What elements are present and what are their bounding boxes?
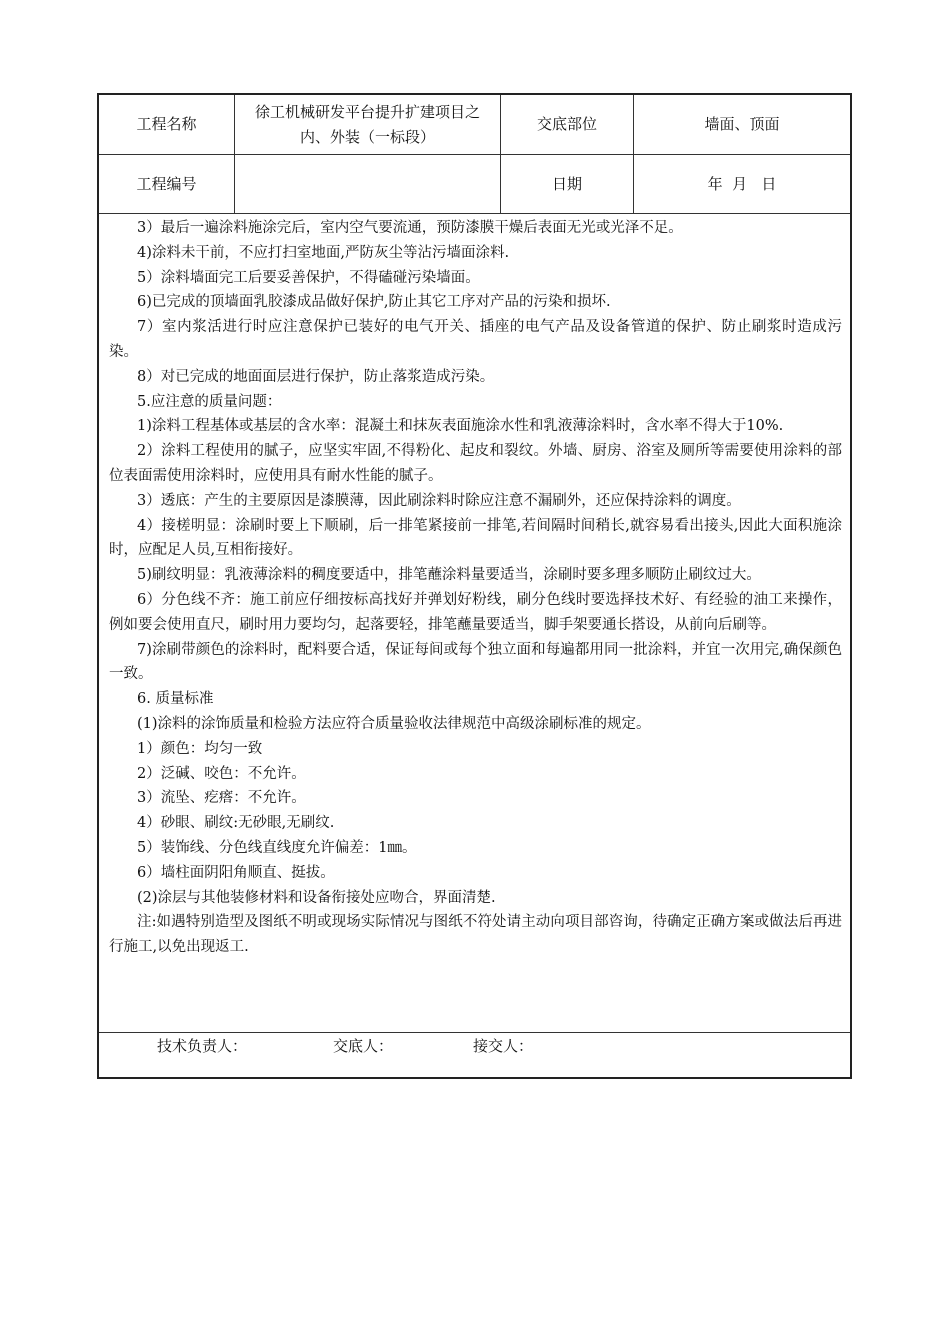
paragraph: (2)涂层与其他装修材料和设备衔接处应吻合，界面清楚. bbox=[137, 889, 496, 906]
date-value: 年 月 日 bbox=[707, 174, 777, 193]
paragraph: (1)涂料的涂饰质量和检验方法应符合质量验收法律规范中高级涂刷标准的规定。 bbox=[137, 715, 651, 732]
project-name-value: 徐工机械研发平台提升扩建项目之内、外装（一标段） bbox=[235, 95, 501, 154]
header-row-2 bbox=[99, 155, 850, 214]
note-paragraph: 注:如遇特别造型及图纸不明或现场实际情况与图纸不符处请主动向项目部咨询，待确定正确方案或做法后再进行施工,以免出现返工. bbox=[109, 914, 842, 956]
paragraph: 3）透底：产生的主要原因是漆膜薄，因此刷涂料时除应注意不漏刷外，还应保持涂料的调度。 bbox=[137, 492, 741, 509]
paragraph: 1）颜色：均匀一致 bbox=[137, 740, 263, 757]
paragraph: 1)涂料工程基体或基层的含水率：混凝土和抹灰表面施涂水性和乳液薄涂料时，含水率不得大于10%. bbox=[137, 418, 784, 435]
header-row-1 bbox=[99, 95, 850, 155]
paragraph: 4)涂料未干前，不应打扫室地面,严防灰尘等沾污墙面涂料. bbox=[137, 244, 510, 261]
paragraph: 4）接槎明显：涂刷时要上下顺刷，后一排笔紧接前一排笔,若间隔时间稍长,就容易看出接头,因此大面积施涂时，应配足人员,互相衔接好。 bbox=[109, 517, 842, 559]
section-heading: 6. 质量标准 bbox=[137, 691, 214, 708]
tech-lead-label: 技术负责人： bbox=[157, 1037, 248, 1055]
project-no-value bbox=[235, 155, 501, 213]
paragraph: 6)已完成的顶墙面乳胶漆成品做好保护,防止其它工序对产品的污染和损坏. bbox=[137, 294, 611, 311]
section-heading: 5.应注意的质量问题： bbox=[137, 393, 282, 410]
paragraph: 3）流坠、疙瘩：不允许。 bbox=[137, 790, 306, 807]
paragraph: 8）对已完成的地面面层进行保护，防止落浆造成污染。 bbox=[137, 368, 495, 385]
paragraph: 7)涂刷带颜色的涂料时，配料要合适，保证每间或每个独立面和每遍都用同一批涂料，并宜一次用完,确保颜色一致。 bbox=[109, 641, 842, 683]
content-body bbox=[99, 214, 850, 1033]
paragraph: 6）墙柱面阴阳角顺直、挺拔。 bbox=[137, 864, 335, 881]
signature-row bbox=[99, 1033, 850, 1079]
date-label: 日期 bbox=[501, 155, 634, 213]
handover-person-label: 交底人： bbox=[333, 1037, 394, 1055]
receiver-label: 接交人： bbox=[473, 1037, 534, 1055]
paragraph: 4）砂眼、刷纹:无砂眼,无刷纹. bbox=[137, 815, 335, 832]
paragraph: 7）室内浆活进行时应注意保护已装好的电气开关、插座的电气产品及设备管道的保护、防止刷浆时造成污染。 bbox=[109, 319, 842, 360]
paragraph: 5）涂料墙面完工后要妥善保护，不得磕碰污染墙面。 bbox=[137, 269, 480, 286]
paragraph: 2）泛碱、咬色：不允许。 bbox=[137, 765, 306, 782]
paragraph: 2）涂料工程使用的腻子，应坚实牢固,不得粉化、起皮和裂纹。外墙、厨房、浴室及厕所等需要使用涂料的部位表面需使用涂料时，应使用具有耐水性能的腻子。 bbox=[109, 443, 842, 484]
paragraph: 5）装饰线、分色线直线度允许偏差：1㎜。 bbox=[137, 839, 417, 856]
paragraph: 5)刷纹明显：乳液薄涂料的稠度要适中，排笔蘸涂料量要适当，涂刷时要多理多顺防止刷纹过大。 bbox=[137, 567, 761, 584]
paragraph: 3）最后一遍涂料施涂完后，室内空气要流通，预防漆膜干燥后表面无光或光泽不足。 bbox=[137, 220, 683, 236]
location-value: 墙面、顶面 bbox=[704, 115, 780, 133]
project-no-label: 工程编号 bbox=[99, 155, 235, 213]
project-name-label: 工程名称 bbox=[99, 95, 235, 154]
location-label: 交底部位 bbox=[501, 95, 634, 154]
paragraph: 6）分色线不齐：施工前应仔细按标高找好并弹划好粉线，刷分色线时要选择技术好、有经验的油工来操作，例如要会使用直尺，刷时用力要均匀，起落要轻，排笔蘸量要适当，脚手架要通长搭设，从前向后刷等。 bbox=[109, 591, 842, 633]
handover-form bbox=[97, 93, 852, 1079]
